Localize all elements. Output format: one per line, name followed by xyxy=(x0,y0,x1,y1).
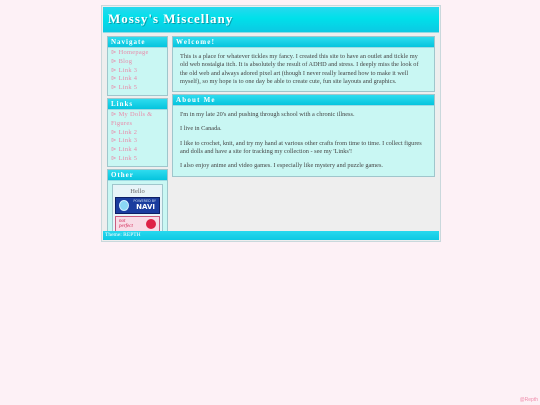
navi-button-small-text: POWERED BY xyxy=(133,198,156,203)
nav-link-label: Link 5 xyxy=(118,84,138,92)
link-dolls-figures[interactable] xyxy=(111,111,165,129)
main-content xyxy=(172,36,435,179)
link-label: My Dolls & Figures xyxy=(111,110,153,127)
nav-link-label: Link 4 xyxy=(118,75,138,83)
strawberry-icon xyxy=(146,219,156,229)
navigate-box xyxy=(107,36,168,96)
link-label: Link 4 xyxy=(118,146,138,154)
nav-link-5[interactable] xyxy=(111,84,165,93)
link-2[interactable] xyxy=(111,129,165,138)
link-label: Link 5 xyxy=(118,154,138,162)
not-perfect-text xyxy=(119,219,133,229)
theme-credit: Theme: REPTH xyxy=(105,232,141,238)
about-body xyxy=(173,106,434,175)
arrow-icon: ⊳ xyxy=(111,49,119,56)
arrow-icon: ⊳ xyxy=(111,57,119,65)
site-header xyxy=(103,7,439,33)
nav-link-label: Blog xyxy=(118,57,133,65)
nav-link-label: Homepage xyxy=(118,49,149,56)
navigate-list xyxy=(108,48,167,95)
site-footer xyxy=(103,231,439,240)
about-paragraph: I'm in my late 20's and pushing through school with a chronic illness. xyxy=(180,111,355,119)
about-paragraph: I live in Canada. xyxy=(180,125,222,133)
about-title: About Me xyxy=(173,95,434,106)
other-box xyxy=(107,169,168,240)
navigate-title: Navigate xyxy=(108,37,167,48)
site-title: Mossy's Miscellany xyxy=(108,11,234,26)
navi-button[interactable] xyxy=(115,197,160,214)
not-perfect-line2: perfect xyxy=(119,223,133,229)
welcome-text: This is a place for whatever tickles my fancy. I created this site to have an outlet and tickle my old web nostalgia itch. It is absolutely the result of ADHD and stress. I deeply miss the look of the old web and always adored pixel art (though I never really learned how to make it well myself), so my hope is to one day be able to create cute, fun site layouts and graphics. xyxy=(180,53,419,85)
welcome-title: Welcome! xyxy=(173,37,434,48)
button-gallery xyxy=(112,184,163,236)
arrow-icon: ⊳ xyxy=(111,75,119,83)
arrow-icon: ⊳ xyxy=(111,146,119,154)
site-container xyxy=(101,5,441,242)
about-paragraph: I also enjoy anime and video games. I especially like mystery and puzzle games. xyxy=(180,162,384,170)
sidebar xyxy=(107,36,168,242)
nav-link-homepage[interactable] xyxy=(111,49,165,58)
welcome-body xyxy=(173,48,434,91)
eye-icon xyxy=(119,200,129,211)
link-3[interactable] xyxy=(111,137,165,146)
links-title: Links xyxy=(108,99,167,110)
links-list xyxy=(108,110,167,166)
arrow-icon: ⊳ xyxy=(111,154,119,162)
link-5[interactable] xyxy=(111,155,165,164)
nav-link-3[interactable] xyxy=(111,67,165,76)
other-title: Other xyxy=(108,170,167,181)
arrow-icon: ⊳ xyxy=(111,66,119,74)
nav-link-blog[interactable] xyxy=(111,58,165,67)
arrow-icon: ⊳ xyxy=(111,128,119,136)
not-perfect-line1: not xyxy=(119,218,126,224)
link-label: Link 3 xyxy=(118,137,138,145)
corner-credit[interactable]: @Repth xyxy=(519,397,538,403)
links-box xyxy=(107,98,168,167)
welcome-panel xyxy=(172,36,435,92)
arrow-icon: ⊳ xyxy=(111,110,119,118)
arrow-icon: ⊳ xyxy=(111,84,119,92)
navi-button-big-text: NAVI xyxy=(136,202,155,211)
about-panel xyxy=(172,94,435,176)
link-4[interactable] xyxy=(111,146,165,155)
hello-text: Hello xyxy=(130,187,145,195)
link-label: Link 2 xyxy=(118,128,138,136)
nav-link-label: Link 3 xyxy=(118,66,138,74)
arrow-icon: ⊳ xyxy=(111,137,119,145)
about-paragraph: I like to crochet, knit, and try my hand at various other crafts from time to time. I collect figures and dolls and have a site for tracking my collection - see my 'Links'! xyxy=(180,139,422,156)
nav-link-4[interactable] xyxy=(111,75,165,84)
